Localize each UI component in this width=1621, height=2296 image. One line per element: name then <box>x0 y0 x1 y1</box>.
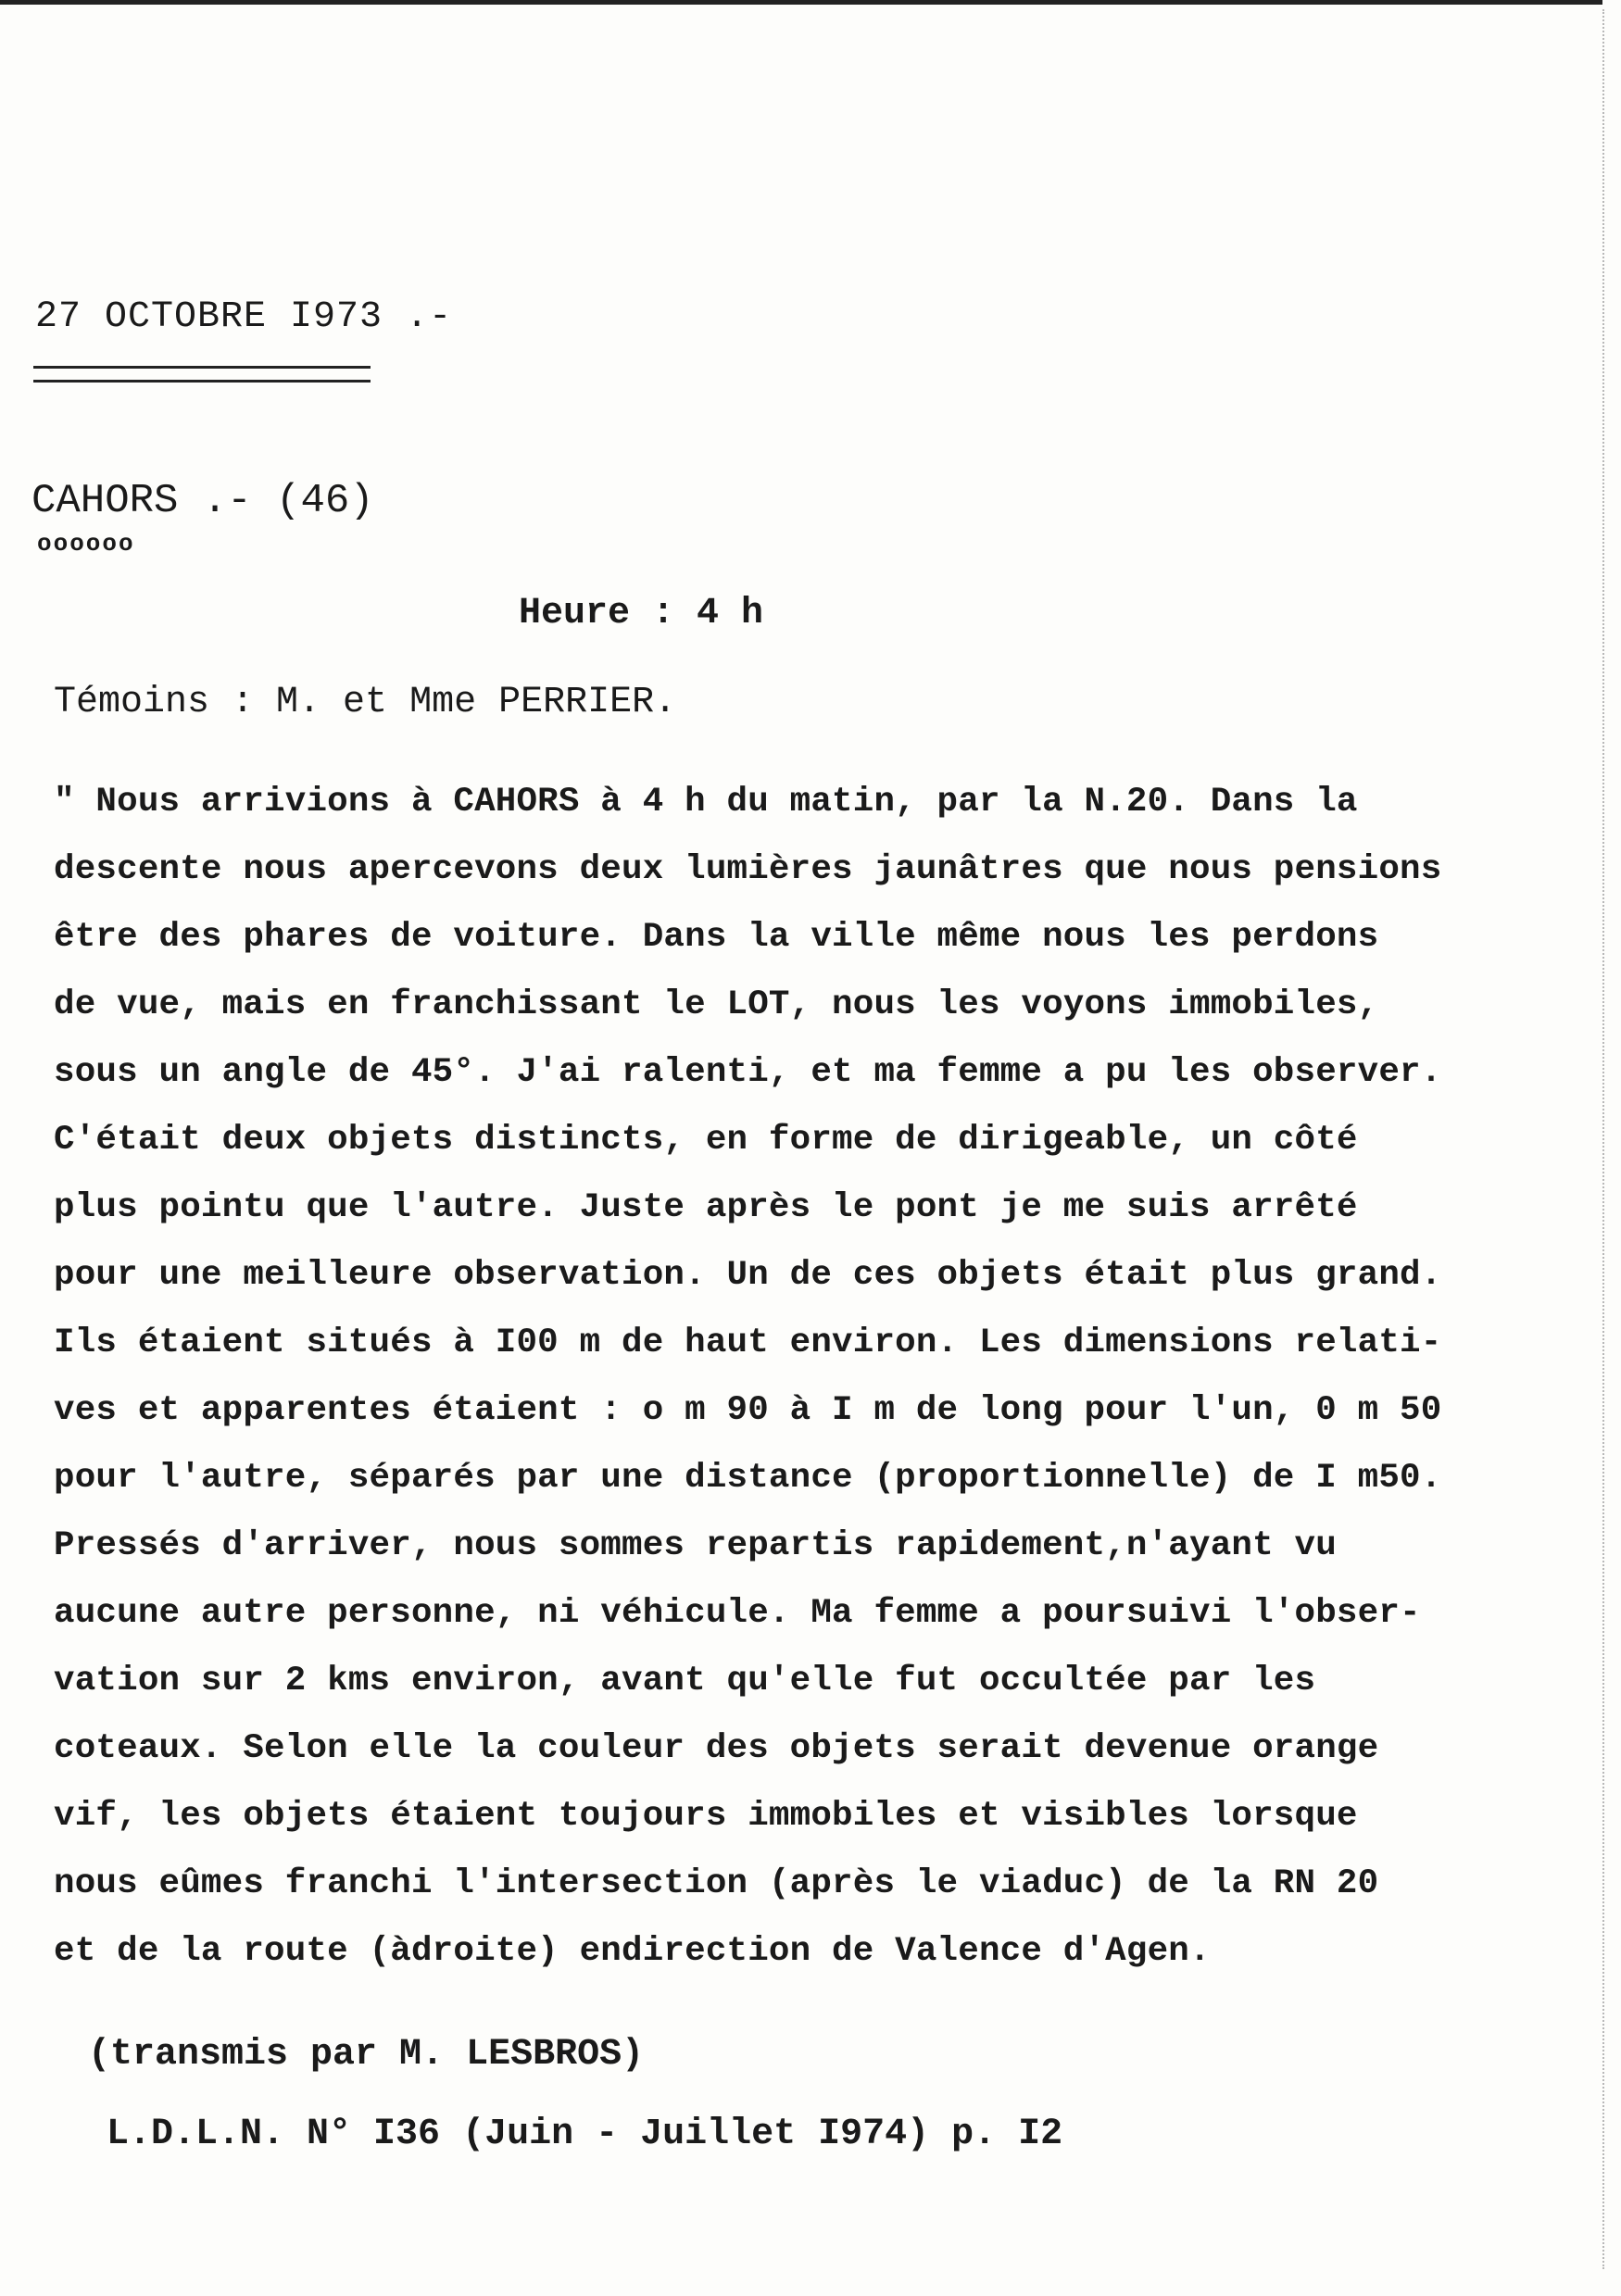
testimony-line: sous un angle de 45°. J'ai ralenti, et ma femme a pu les observer. <box>54 1053 1442 1092</box>
date-double-underline <box>33 366 371 383</box>
place-dot-underline: oooooo <box>37 530 135 558</box>
testimony-text <box>54 769 1573 1986</box>
testimony-line: ves et apparentes étaient : o m 90 à I m de long pour l'un, 0 m 50 <box>54 1391 1442 1430</box>
right-page-edge <box>1601 9 1604 2269</box>
testimony-line: vif, les objets étaient toujours immobiles et visibles lorsque <box>54 1797 1358 1836</box>
witnesses-line: Témoins : M. et Mme PERRIER. <box>54 682 677 723</box>
testimony-line: pour l'autre, séparés par une distance (proportionnelle) de I m50. <box>54 1459 1442 1498</box>
testimony-line: vation sur 2 kms environ, avant qu'elle fut occultée par les <box>54 1662 1316 1700</box>
testimony-line: descente nous apercevons deux lumières jaunâtres que nous pensions <box>54 850 1442 889</box>
testimony-line: coteaux. Selon elle la couleur des objets serait devenue orange <box>54 1729 1379 1768</box>
testimony-line: aucune autre personne, ni véhicule. Ma femme a poursuivi l'obser- <box>54 1594 1421 1633</box>
testimony-line: pour une meilleure observation. Un de ces objets était plus grand. <box>54 1256 1442 1295</box>
testimony-line: être des phares de voiture. Dans la ville même nous les perdons <box>54 918 1379 957</box>
testimony-line: C'était deux objets distincts, en forme de dirigeable, un côté <box>54 1121 1358 1160</box>
testimony-line: plus pointu que l'autre. Juste après le pont je me suis arrêté <box>54 1188 1358 1227</box>
testimony-line: de vue, mais en franchissant le LOT, nous les voyons immobiles, <box>54 985 1379 1024</box>
testimony-line: et de la route (àdroite) endirection de Valence d'Agen. <box>54 1932 1211 1971</box>
report-place: CAHORS .- (46) <box>31 478 374 524</box>
transmitted-by: (transmis par M. LESBROS) <box>88 2034 645 2076</box>
testimony-line: Pressés d'arriver, nous sommes repartis rapidement,n'ayant vu <box>54 1526 1337 1565</box>
report-hour: Heure : 4 h <box>519 593 764 634</box>
testimony-line: nous eûmes franchi l'intersection (après le viaduc) de la RN 20 <box>54 1864 1379 1903</box>
testimony-line: " Nous arrivions à CAHORS à 4 h du matin, par la N.20. Dans la <box>54 783 1358 822</box>
top-border-rule <box>0 0 1602 5</box>
publication-reference: L.D.L.N. N° I36 (Juin - Juillet I974) p. I2 <box>107 2114 1063 2155</box>
testimony-line: Ils étaient situés à I00 m de haut environ. Les dimensions relati- <box>54 1324 1442 1362</box>
report-date: 27 OCTOBRE I973 .- <box>35 296 453 338</box>
